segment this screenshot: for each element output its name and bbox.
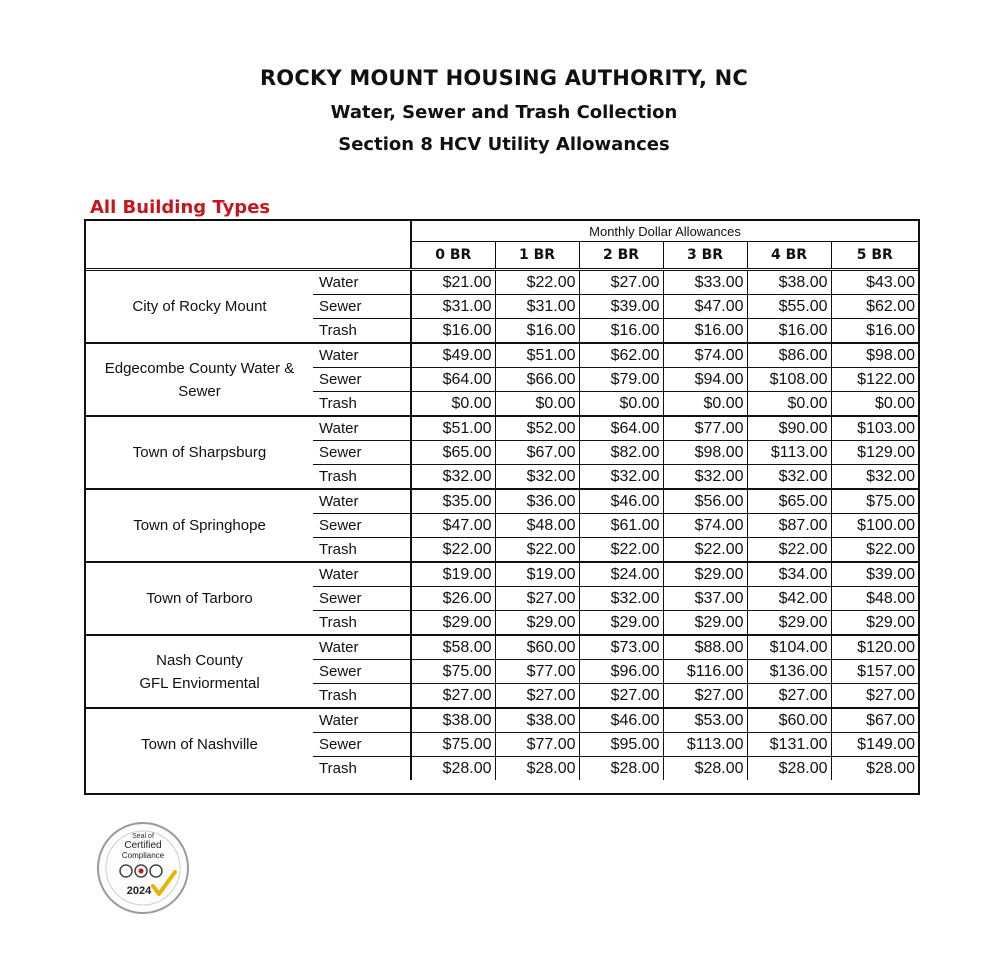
service-cell: Water (313, 270, 411, 295)
allowance-value-cell: $24.00 (579, 562, 663, 587)
allowance-value-cell: $100.00 (831, 514, 918, 538)
allowance-value-cell: $27.00 (831, 684, 918, 709)
allowance-value-cell: $38.00 (495, 708, 579, 733)
allowance-value-cell: $28.00 (663, 757, 747, 781)
page-subtitle-1: Water, Sewer and Trash Collection (330, 102, 678, 123)
allowance-value-cell: $28.00 (495, 757, 579, 781)
allowance-value-cell: $51.00 (411, 416, 495, 441)
column-header-br: 2 BR (579, 242, 663, 270)
allowance-value-cell: $16.00 (747, 319, 831, 344)
allowance-value-cell: $75.00 (411, 733, 495, 757)
allowance-value-cell: $16.00 (579, 319, 663, 344)
service-cell: Water (313, 635, 411, 660)
service-cell: Water (313, 489, 411, 514)
allowance-value-cell: $77.00 (495, 733, 579, 757)
allowance-value-cell: $32.00 (831, 465, 918, 490)
allowance-value-cell: $16.00 (495, 319, 579, 344)
allowance-value-cell: $32.00 (579, 465, 663, 490)
certified-compliance-seal (95, 820, 191, 916)
allowance-value-cell: $39.00 (831, 562, 918, 587)
service-cell: Trash (313, 392, 411, 417)
allowance-value-cell: $96.00 (579, 660, 663, 684)
allowance-value-cell: $0.00 (579, 392, 663, 417)
column-header-br: 3 BR (663, 242, 747, 270)
allowance-value-cell: $32.00 (411, 465, 495, 490)
service-cell: Water (313, 708, 411, 733)
allowance-value-cell: $29.00 (831, 611, 918, 636)
location-cell: Town of Tarboro (86, 562, 313, 635)
service-cell: Trash (313, 611, 411, 636)
allowance-value-cell: $19.00 (495, 562, 579, 587)
allowance-value-cell: $79.00 (579, 368, 663, 392)
column-header-br: 1 BR (495, 242, 579, 270)
allowance-value-cell: $65.00 (747, 489, 831, 514)
allowance-value-cell: $22.00 (495, 538, 579, 563)
allowance-value-cell: $65.00 (411, 441, 495, 465)
allowance-value-cell: $64.00 (411, 368, 495, 392)
seal-red-dot-icon (139, 869, 144, 874)
allowance-value-cell: $27.00 (411, 684, 495, 709)
allowance-value-cell: $42.00 (747, 587, 831, 611)
service-cell: Trash (313, 465, 411, 490)
column-header-br: 4 BR (747, 242, 831, 270)
allowance-value-cell: $77.00 (663, 416, 747, 441)
allowance-value-cell: $0.00 (747, 392, 831, 417)
allowance-value-cell: $47.00 (411, 514, 495, 538)
allowance-value-cell: $29.00 (411, 611, 495, 636)
allowance-value-cell: $28.00 (831, 757, 918, 781)
allowance-value-cell: $87.00 (747, 514, 831, 538)
service-cell: Trash (313, 319, 411, 344)
allowance-value-cell: $74.00 (663, 514, 747, 538)
allowance-value-cell: $53.00 (663, 708, 747, 733)
allowance-value-cell: $95.00 (579, 733, 663, 757)
service-cell: Trash (313, 538, 411, 563)
allowance-value-cell: $49.00 (411, 343, 495, 368)
allowance-value-cell: $29.00 (747, 611, 831, 636)
allowance-value-cell: $32.00 (495, 465, 579, 490)
service-cell: Water (313, 416, 411, 441)
allowance-value-cell: $61.00 (579, 514, 663, 538)
column-header-br: 0 BR (411, 242, 495, 270)
service-cell: Sewer (313, 587, 411, 611)
allowance-value-cell: $149.00 (831, 733, 918, 757)
table-row (86, 270, 918, 295)
table-row (86, 562, 918, 587)
seal-text-line3: Compliance (121, 851, 165, 860)
allowance-value-cell: $33.00 (663, 270, 747, 295)
allowance-table (86, 221, 918, 780)
allowance-value-cell: $86.00 (747, 343, 831, 368)
allowance-value-cell: $77.00 (495, 660, 579, 684)
allowance-value-cell: $31.00 (495, 295, 579, 319)
page-title: ROCKY MOUNT HOUSING AUTHORITY, NC (259, 66, 749, 90)
location-cell: City of Rocky Mount (86, 270, 313, 344)
allowance-value-cell: $131.00 (747, 733, 831, 757)
allowance-value-cell: $32.00 (579, 587, 663, 611)
service-cell: Sewer (313, 660, 411, 684)
allowance-value-cell: $26.00 (411, 587, 495, 611)
page-subtitle-2: Section 8 HCV Utility Allowances (338, 134, 670, 155)
allowance-value-cell: $16.00 (831, 319, 918, 344)
allowance-value-cell: $64.00 (579, 416, 663, 441)
allowance-value-cell: $38.00 (411, 708, 495, 733)
table-row (86, 635, 918, 660)
allowance-value-cell: $21.00 (411, 270, 495, 295)
allowance-value-cell: $46.00 (579, 708, 663, 733)
allowance-value-cell: $22.00 (663, 538, 747, 563)
allowance-value-cell: $75.00 (411, 660, 495, 684)
allowance-value-cell: $22.00 (579, 538, 663, 563)
location-cell: Town of Springhope (86, 489, 313, 562)
allowance-value-cell: $0.00 (663, 392, 747, 417)
allowance-value-cell: $34.00 (747, 562, 831, 587)
allowance-value-cell: $104.00 (747, 635, 831, 660)
allowance-value-cell: $27.00 (663, 684, 747, 709)
allowance-value-cell: $48.00 (831, 587, 918, 611)
title-block (0, 66, 1000, 155)
allowance-value-cell: $27.00 (495, 587, 579, 611)
allowance-value-cell: $46.00 (579, 489, 663, 514)
allowance-value-cell: $31.00 (411, 295, 495, 319)
service-cell: Sewer (313, 514, 411, 538)
allowance-value-cell: $120.00 (831, 635, 918, 660)
allowance-value-cell: $56.00 (663, 489, 747, 514)
allowance-value-cell: $16.00 (411, 319, 495, 344)
allowance-value-cell: $98.00 (831, 343, 918, 368)
seal-text-line1: Seal of (132, 833, 154, 840)
allowance-value-cell: $27.00 (579, 684, 663, 709)
service-cell: Sewer (313, 733, 411, 757)
allowance-value-cell: $47.00 (663, 295, 747, 319)
table-row (86, 489, 918, 514)
allowance-value-cell: $22.00 (411, 538, 495, 563)
service-cell: Water (313, 343, 411, 368)
allowance-value-cell: $29.00 (495, 611, 579, 636)
allowance-value-cell: $66.00 (495, 368, 579, 392)
allowance-value-cell: $27.00 (495, 684, 579, 709)
allowance-value-cell: $136.00 (747, 660, 831, 684)
allowance-value-cell: $36.00 (495, 489, 579, 514)
allowance-value-cell: $39.00 (579, 295, 663, 319)
allowance-value-cell: $116.00 (663, 660, 747, 684)
location-cell: Town of Nashville (141, 736, 258, 753)
monthly-allowances-header: Monthly Dollar Allowances (411, 221, 918, 242)
allowance-value-cell: $129.00 (831, 441, 918, 465)
service-cell: Sewer (313, 295, 411, 319)
allowance-value-cell: $19.00 (411, 562, 495, 587)
allowance-value-cell: $60.00 (747, 708, 831, 733)
allowance-value-cell: $29.00 (663, 611, 747, 636)
allowance-value-cell: $29.00 (663, 562, 747, 587)
allowance-value-cell: $113.00 (663, 733, 747, 757)
allowance-value-cell: $32.00 (747, 465, 831, 490)
allowance-value-cell: $58.00 (411, 635, 495, 660)
location-cell: Nash County GFL Enviormental (86, 635, 313, 708)
allowance-value-cell: $22.00 (495, 270, 579, 295)
allowance-value-cell: $55.00 (747, 295, 831, 319)
allowance-value-cell: $29.00 (579, 611, 663, 636)
section-label: All Building Types (90, 197, 271, 218)
allowance-value-cell: $22.00 (831, 538, 918, 563)
service-cell: Sewer (313, 441, 411, 465)
table-row (86, 416, 918, 441)
allowance-value-cell: $88.00 (663, 635, 747, 660)
allowance-value-cell: $38.00 (747, 270, 831, 295)
allowance-value-cell: $48.00 (495, 514, 579, 538)
allowance-value-cell: $94.00 (663, 368, 747, 392)
allowance-value-cell: $75.00 (831, 489, 918, 514)
allowance-value-cell: $74.00 (663, 343, 747, 368)
header-blank-cell (86, 221, 411, 270)
table-row (86, 708, 918, 733)
allowance-value-cell: $82.00 (579, 441, 663, 465)
service-cell: Sewer (313, 368, 411, 392)
allowance-value-cell: $27.00 (747, 684, 831, 709)
allowance-value-cell: $108.00 (747, 368, 831, 392)
allowance-value-cell: $0.00 (831, 392, 918, 417)
allowance-value-cell: $35.00 (411, 489, 495, 514)
service-cell: Water (313, 562, 411, 587)
allowance-value-cell: $37.00 (663, 587, 747, 611)
allowance-value-cell: $0.00 (495, 392, 579, 417)
allowance-value-cell: $103.00 (831, 416, 918, 441)
allowance-value-cell: $98.00 (663, 441, 747, 465)
allowance-value-cell: $28.00 (442, 759, 492, 777)
allowance-value-cell: $67.00 (831, 708, 918, 733)
allowance-value-cell: $51.00 (495, 343, 579, 368)
seal-text-line2: Certified (124, 840, 162, 851)
allowance-value-cell: $62.00 (579, 343, 663, 368)
allowance-value-cell: $122.00 (831, 368, 918, 392)
allowance-table-body (86, 270, 918, 781)
location-cell: Edgecombe County Water & Sewer (86, 343, 313, 416)
column-header-br: 5 BR (831, 242, 918, 270)
allowance-value-cell: $16.00 (663, 319, 747, 344)
table-row (86, 343, 918, 368)
allowance-value-cell: $52.00 (495, 416, 579, 441)
allowance-value-cell: $67.00 (495, 441, 579, 465)
allowance-value-cell: $157.00 (831, 660, 918, 684)
location-cell: Town of Sharpsburg (86, 416, 313, 489)
allowance-value-cell: $27.00 (579, 270, 663, 295)
seal-year: 2024 (126, 885, 152, 897)
allowance-value-cell: $32.00 (663, 465, 747, 490)
allowance-value-cell: $0.00 (411, 392, 495, 417)
allowance-value-cell: $28.00 (747, 757, 831, 781)
allowance-value-cell: $60.00 (495, 635, 579, 660)
allowance-value-cell: $28.00 (579, 757, 663, 781)
service-cell: Trash (313, 757, 411, 781)
allowance-table-frame (84, 219, 920, 795)
allowance-value-cell: $43.00 (831, 270, 918, 295)
service-cell: Trash (313, 684, 411, 709)
allowance-value-cell: $90.00 (747, 416, 831, 441)
allowance-value-cell: $73.00 (579, 635, 663, 660)
allowance-value-cell: $113.00 (747, 441, 831, 465)
allowance-value-cell: $22.00 (747, 538, 831, 563)
allowance-value-cell: $62.00 (831, 295, 918, 319)
